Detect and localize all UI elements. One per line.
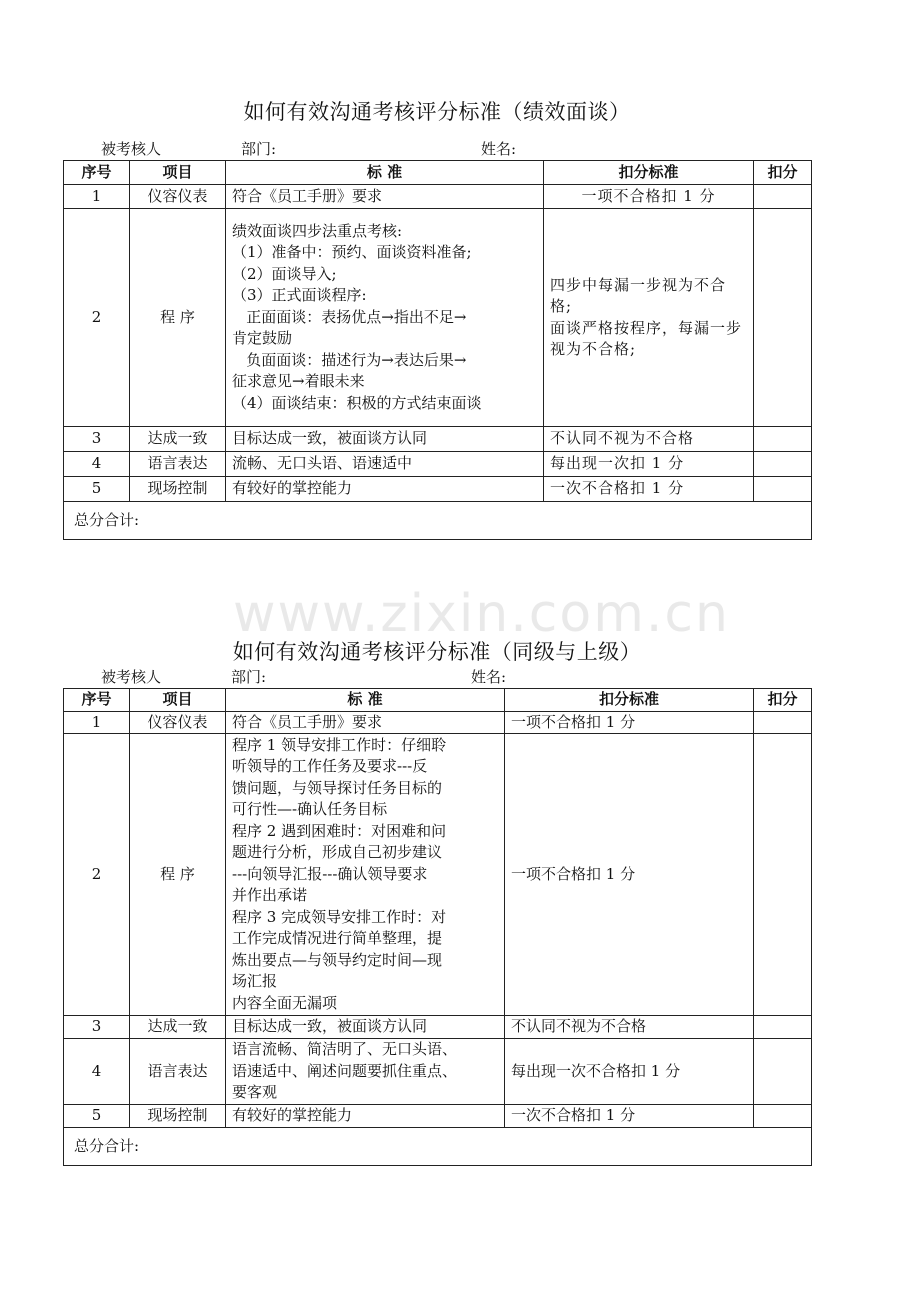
row-number: 2 [64, 734, 130, 1016]
row-standard [226, 734, 505, 1016]
row-deduction-standard [544, 477, 754, 502]
deduction-line: 一次不合格扣 1 分 [511, 1106, 636, 1125]
score-cell[interactable] [754, 711, 812, 734]
row-deduction-standard [505, 1105, 754, 1128]
standard-line: 程序 2 遇到困难时：对困难和问 [232, 821, 447, 840]
deduction-line: 面谈严格按程序，每漏一步视为不合格; [550, 318, 743, 358]
standard-line: 有较好的掌控能力 [232, 479, 353, 498]
header-row [64, 161, 812, 185]
standard-line: 程序 1 领导安排工作时：仔细聆 [232, 735, 447, 754]
form-meta [63, 138, 811, 158]
row-deduction-standard [544, 209, 754, 427]
row-deduction-standard [544, 427, 754, 452]
standard-line: 场汇报 [232, 972, 278, 991]
header-row [64, 689, 812, 712]
standard-line: （1）准备中：预约、面谈资料准备; [232, 243, 472, 262]
score-cell[interactable] [754, 477, 812, 502]
deduction-line: 一次不合格扣 1 分 [550, 479, 685, 498]
row-deduction-standard [505, 1039, 754, 1105]
score-cell[interactable] [754, 427, 812, 452]
row-item: 现场控制 [130, 1105, 226, 1128]
score-cell[interactable] [754, 1016, 812, 1039]
table-row [64, 1016, 812, 1039]
row-deduction-standard [505, 1016, 754, 1039]
standard-line: 要客观 [232, 1083, 278, 1102]
total-row [64, 1128, 812, 1166]
form-peer-superior [63, 636, 811, 1176]
standard-line: 可行性—-确认任务目标 [232, 800, 388, 819]
row-item: 语言表达 [130, 1039, 226, 1105]
standard-line: 符合《员工手册》要求 [232, 186, 383, 205]
standard-line: ---向领导汇报---确认领导要求 [232, 864, 428, 883]
table-row [64, 1105, 812, 1128]
watermark: www.zixin.com.cn [233, 584, 730, 644]
standard-line: 目标达成一致，被面谈方认同 [232, 429, 428, 448]
header-deduction-standard: 扣分标准 [505, 689, 754, 712]
score-cell[interactable] [754, 1039, 812, 1105]
name-label: 姓名: [471, 668, 507, 686]
row-standard [226, 1039, 505, 1105]
form-meta [63, 666, 811, 686]
row-item: 仪容仪表 [130, 711, 226, 734]
row-item: 语言表达 [130, 452, 226, 477]
header-item: 项目 [130, 689, 226, 712]
header-deduction: 扣分 [754, 689, 812, 712]
score-cell[interactable] [754, 734, 812, 1016]
table-row [64, 209, 812, 427]
standard-line: 炼出要点—与领导约定时间—现 [232, 950, 443, 969]
form-performance-interview [63, 96, 811, 546]
total-label: 总分合计: [64, 1128, 812, 1166]
row-number: 1 [64, 711, 130, 734]
row-deduction-standard [505, 734, 754, 1016]
standard-line: 听领导的工作任务及要求---反 [232, 757, 428, 776]
row-standard [226, 209, 544, 427]
standard-line: 肯定鼓励 [232, 329, 293, 348]
row-number: 3 [64, 1016, 130, 1039]
row-number: 5 [64, 1105, 130, 1128]
row-deduction-standard [544, 185, 754, 209]
table-row [64, 452, 812, 477]
examinee-label: 被考核人 [101, 668, 162, 686]
standard-line: 征求意见→着眼未来 [232, 372, 365, 391]
score-cell[interactable] [754, 1105, 812, 1128]
row-item: 达成一致 [130, 427, 226, 452]
total-row [64, 502, 812, 540]
form-title: 如何有效沟通考核评分标准（绩效面谈） [243, 100, 631, 124]
header-no: 序号 [64, 161, 130, 185]
table-row [64, 734, 812, 1016]
row-standard [226, 1016, 505, 1039]
standard-line: 绩效面谈四步法重点考核: [232, 221, 403, 240]
row-standard [226, 427, 544, 452]
deduction-line: 一项不合格扣 1 分 [581, 186, 716, 205]
row-item: 程 序 [130, 209, 226, 427]
name-label: 姓名: [481, 140, 517, 158]
deduction-line: 每出现一次不合格扣 1 分 [511, 1061, 681, 1080]
standard-line: 负面面谈：描述行为→表达后果→ [232, 350, 467, 369]
standard-line: 流畅、无口头语、语速适中 [232, 454, 413, 473]
standard-line: 符合《员工手册》要求 [232, 712, 383, 731]
standard-line: （4）面谈结束：积极的方式结束面谈 [232, 393, 482, 412]
score-cell[interactable] [754, 185, 812, 209]
standard-line: 馈问题，与领导探讨任务目标的 [232, 778, 443, 797]
row-deduction-standard [505, 711, 754, 734]
row-item: 程 序 [130, 734, 226, 1016]
row-standard [226, 1105, 505, 1128]
header-no: 序号 [64, 689, 130, 712]
header-standard: 标 准 [226, 161, 544, 185]
standard-line: 语速适中、阐述问题要抓住重点、 [232, 1061, 458, 1080]
standard-line: 有较好的掌控能力 [232, 1106, 353, 1125]
standard-line: 语言流畅、简洁明了、无口头语、 [232, 1040, 458, 1059]
standard-line: 并作出承诺 [232, 886, 308, 905]
standard-line: 目标达成一致，被面谈方认同 [232, 1017, 428, 1036]
header-item: 项目 [130, 161, 226, 185]
deduction-line: 四步中每漏一步视为不合格; [550, 275, 727, 315]
row-number: 5 [64, 477, 130, 502]
total-label: 总分合计: [64, 502, 812, 540]
standard-line: 题进行分析，形成自己初步建议 [232, 843, 443, 862]
deduction-line: 每出现一次扣 1 分 [550, 454, 685, 473]
row-item: 达成一致 [130, 1016, 226, 1039]
row-number: 1 [64, 185, 130, 209]
score-cell[interactable] [754, 452, 812, 477]
score-cell[interactable] [754, 209, 812, 427]
header-deduction-standard: 扣分标准 [544, 161, 754, 185]
form-title: 如何有效沟通考核评分标准（同级与上级） [232, 640, 642, 664]
standard-line: 工作完成情况进行简单整理，提 [232, 929, 443, 948]
table-row [64, 477, 812, 502]
deduction-line: 一项不合格扣 1 分 [511, 712, 636, 731]
row-number: 4 [64, 1039, 130, 1105]
standard-line: 正面面谈：表扬优点→指出不足→ [232, 307, 467, 326]
row-deduction-standard [544, 452, 754, 477]
row-number: 2 [64, 209, 130, 427]
department-label: 部门: [231, 668, 267, 686]
scoring-table [63, 688, 812, 1166]
header-deduction: 扣分 [754, 161, 812, 185]
deduction-line: 不认同不视为不合格 [511, 1017, 647, 1036]
row-number: 3 [64, 427, 130, 452]
scoring-table [63, 160, 812, 540]
deduction-line: 不认同不视为不合格 [550, 429, 695, 448]
row-standard [226, 452, 544, 477]
row-standard [226, 477, 544, 502]
row-standard [226, 185, 544, 209]
department-label: 部门: [241, 140, 277, 158]
table-row [64, 185, 812, 209]
table-row [64, 1039, 812, 1105]
standard-line: （2）面谈导入; [232, 264, 337, 283]
header-standard: 标 准 [226, 689, 505, 712]
row-number: 4 [64, 452, 130, 477]
standard-line: （3）正式面谈程序: [232, 286, 367, 305]
row-standard [226, 711, 505, 734]
row-item: 仪容仪表 [130, 185, 226, 209]
standard-line: 程序 3 完成领导安排工作时：对 [232, 907, 447, 926]
examinee-label: 被考核人 [101, 140, 162, 158]
standard-line: 内容全面无漏项 [232, 993, 338, 1012]
row-item: 现场控制 [130, 477, 226, 502]
table-row [64, 711, 812, 734]
deduction-line: 一项不合格扣 1 分 [511, 864, 636, 883]
table-row [64, 427, 812, 452]
